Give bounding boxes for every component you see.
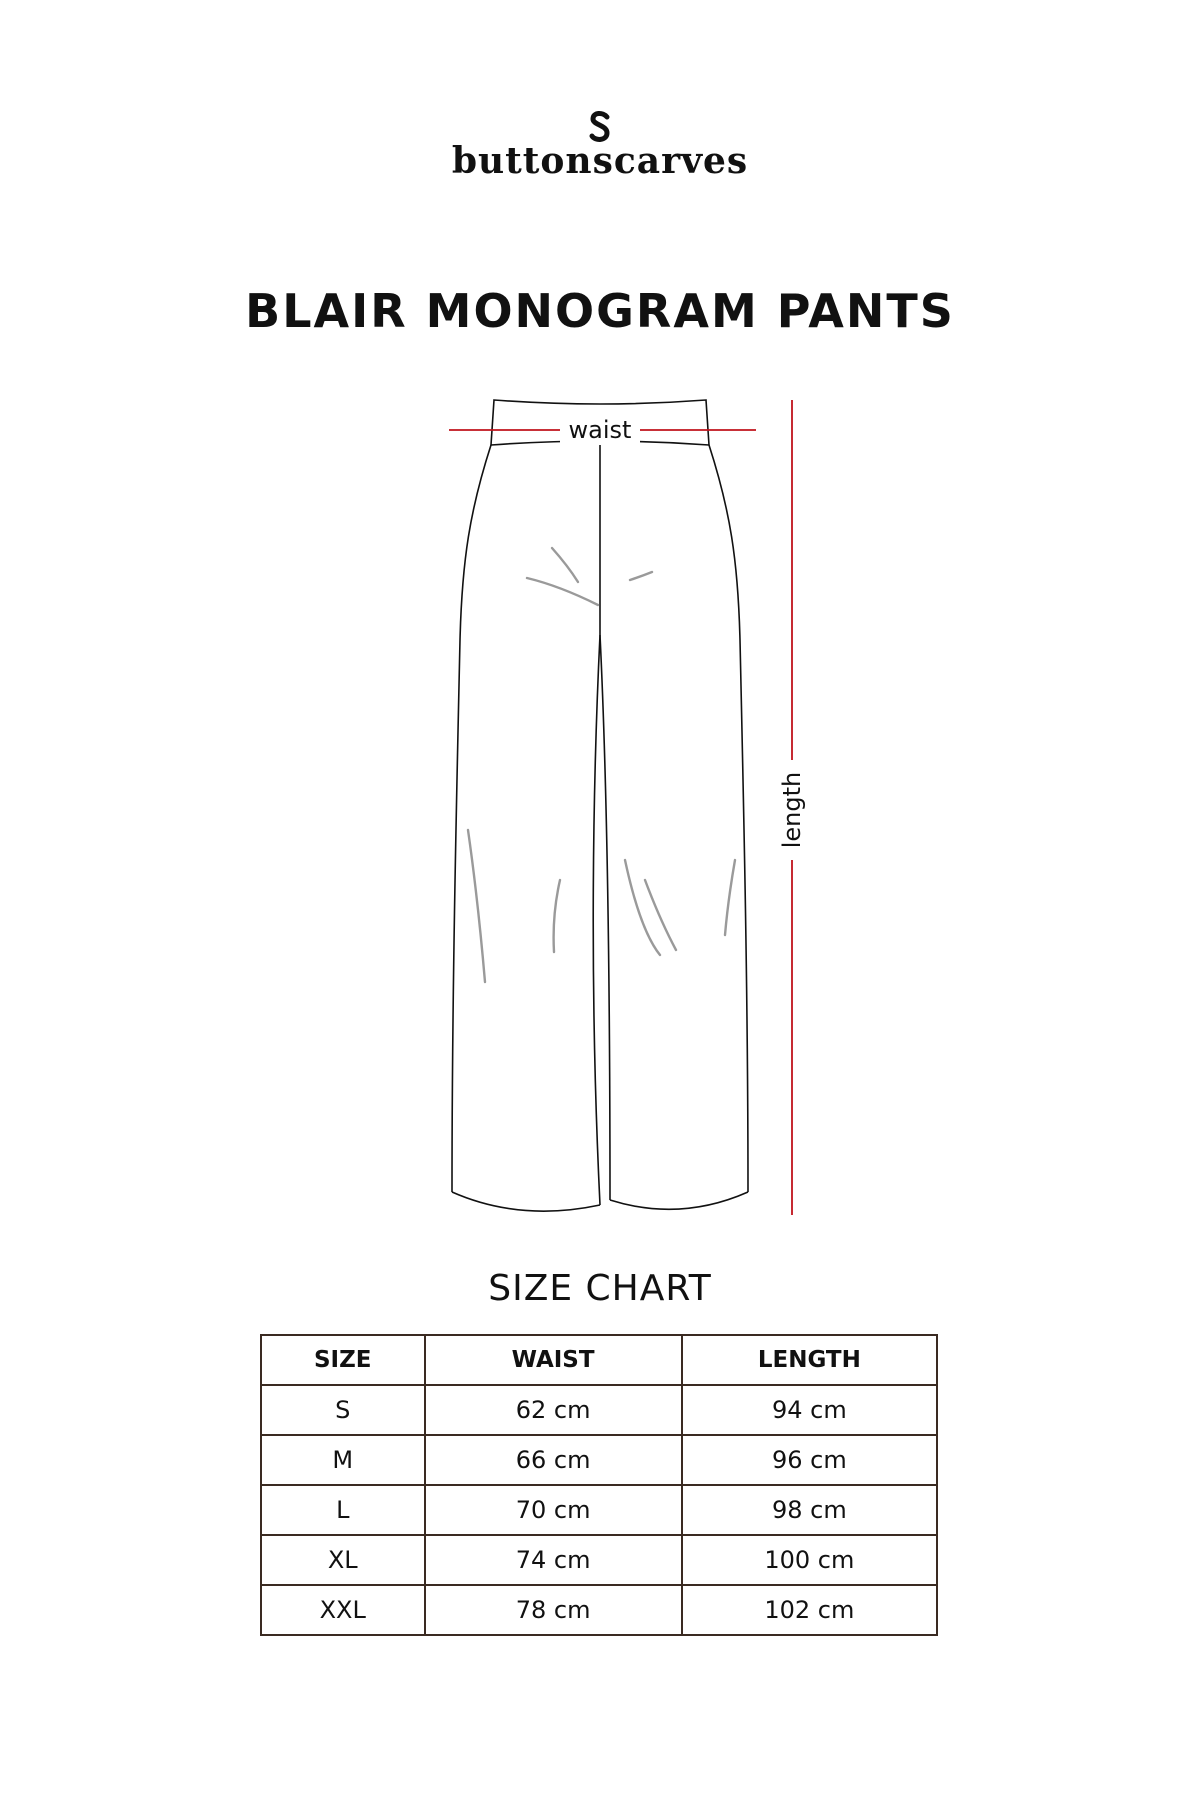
brand-wordmark: buttonscarves	[451, 140, 749, 182]
size-chart-table	[260, 1334, 938, 1636]
table-row	[261, 1535, 937, 1585]
cell-length: 102 cm	[682, 1585, 937, 1635]
table-row	[261, 1485, 937, 1535]
cell-size: S	[261, 1385, 425, 1435]
header-waist: WAIST	[425, 1335, 682, 1385]
cell-length: 100 cm	[682, 1535, 937, 1585]
cell-size: XXL	[261, 1585, 425, 1635]
cell-length: 96 cm	[682, 1435, 937, 1485]
cell-waist: 62 cm	[425, 1385, 682, 1435]
cell-waist: 66 cm	[425, 1435, 682, 1485]
table-row	[261, 1435, 937, 1485]
cell-size: M	[261, 1435, 425, 1485]
table-header-row	[261, 1335, 937, 1385]
cell-size: L	[261, 1485, 425, 1535]
size-chart-title: SIZE CHART	[488, 1268, 712, 1309]
length-label: length	[778, 771, 806, 849]
header-length: LENGTH	[682, 1335, 937, 1385]
header-size: SIZE	[261, 1335, 425, 1385]
page-title: BLAIR MONOGRAM PANTS	[245, 284, 955, 338]
table-row	[261, 1385, 937, 1435]
cell-waist: 74 cm	[425, 1535, 682, 1585]
pants-outline	[452, 400, 748, 1211]
cell-length: 94 cm	[682, 1385, 937, 1435]
cell-length: 98 cm	[682, 1485, 937, 1535]
cell-waist: 78 cm	[425, 1585, 682, 1635]
table-row	[261, 1585, 937, 1635]
cell-size: XL	[261, 1535, 425, 1585]
fabric-folds	[468, 548, 735, 982]
cell-waist: 70 cm	[425, 1485, 682, 1535]
waist-label: waist	[568, 416, 632, 444]
